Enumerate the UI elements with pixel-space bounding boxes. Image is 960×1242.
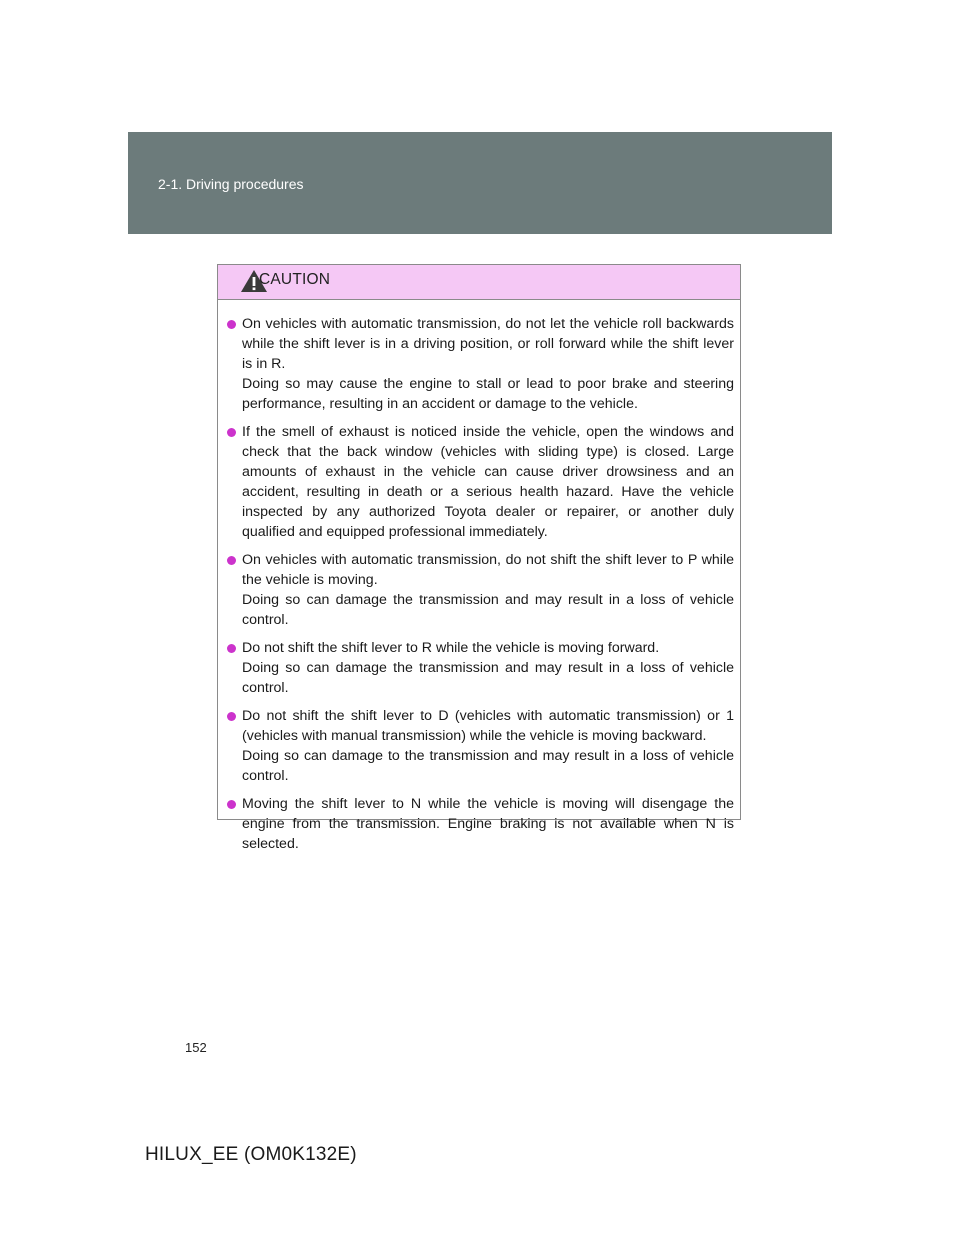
- caution-item: [218, 550, 740, 630]
- caution-list: [218, 300, 740, 854]
- caution-item-main: If the smell of exhaust is noticed inside the vehicle, open the windows and check that the back window (vehicles with sliding type) is closed. Large amounts of exhaust in the vehicle can cause driver drowsiness and an accident, resulting in death or a serious health hazard. Have the vehicle inspected by any authorized Toyota dealer or repairer, or another duly qualified and equipped professional immediately.: [242, 424, 734, 540]
- manual-code: HILUX_EE (OM0K132E): [145, 1144, 357, 1165]
- caution-item: [218, 314, 740, 414]
- bullet-icon: [227, 800, 236, 809]
- bullet-icon: [227, 644, 236, 653]
- bullet-icon: [227, 428, 236, 437]
- bullet-icon: [227, 320, 236, 329]
- caution-item-main: Do not shift the shift lever to D (vehicles with automatic transmission) or 1 (vehicles with manual transmission) while the vehicle is moving backward.: [242, 708, 734, 744]
- page-number: 152: [185, 1040, 207, 1055]
- caution-item: [218, 422, 740, 542]
- caution-header: [218, 265, 740, 300]
- caution-item-detail: Doing so may cause the engine to stall or lead to poor brake and steering performance, resulting in an accident or damage to the vehicle.: [242, 376, 734, 412]
- caution-item-detail: Doing so can damage the transmission and may result in a loss of vehicle control.: [242, 592, 734, 628]
- caution-title: CAUTION: [259, 271, 331, 288]
- caution-item: [218, 706, 740, 786]
- caution-box: [217, 264, 741, 852]
- caution-item-main: Moving the shift lever to N while the vehicle is moving will disengage the engine from the transmission. Engine braking is not available when N is selected.: [242, 796, 734, 852]
- caution-item-detail: Doing so can damage the transmission and may result in a loss of vehicle control.: [242, 660, 734, 696]
- bullet-icon: [227, 712, 236, 721]
- caution-item-main: On vehicles with automatic transmission, do not let the vehicle roll backwards while the shift lever is in a driving position, or roll forward while the shift lever is in R.: [242, 316, 734, 372]
- caution-item-detail: Doing so can damage to the transmission and may result in a loss of vehicle control.: [242, 748, 734, 784]
- header-band: [128, 132, 832, 234]
- caution-item: [218, 638, 740, 698]
- bullet-icon: [227, 556, 236, 565]
- caution-item-main: Do not shift the shift lever to R while the vehicle is moving forward.: [242, 640, 660, 656]
- caution-item-main: On vehicles with automatic transmission, do not shift the shift lever to P while the vehicle is moving.: [242, 552, 734, 588]
- caution-item: [218, 794, 740, 854]
- section-title: 2-1. Driving procedures: [158, 176, 304, 192]
